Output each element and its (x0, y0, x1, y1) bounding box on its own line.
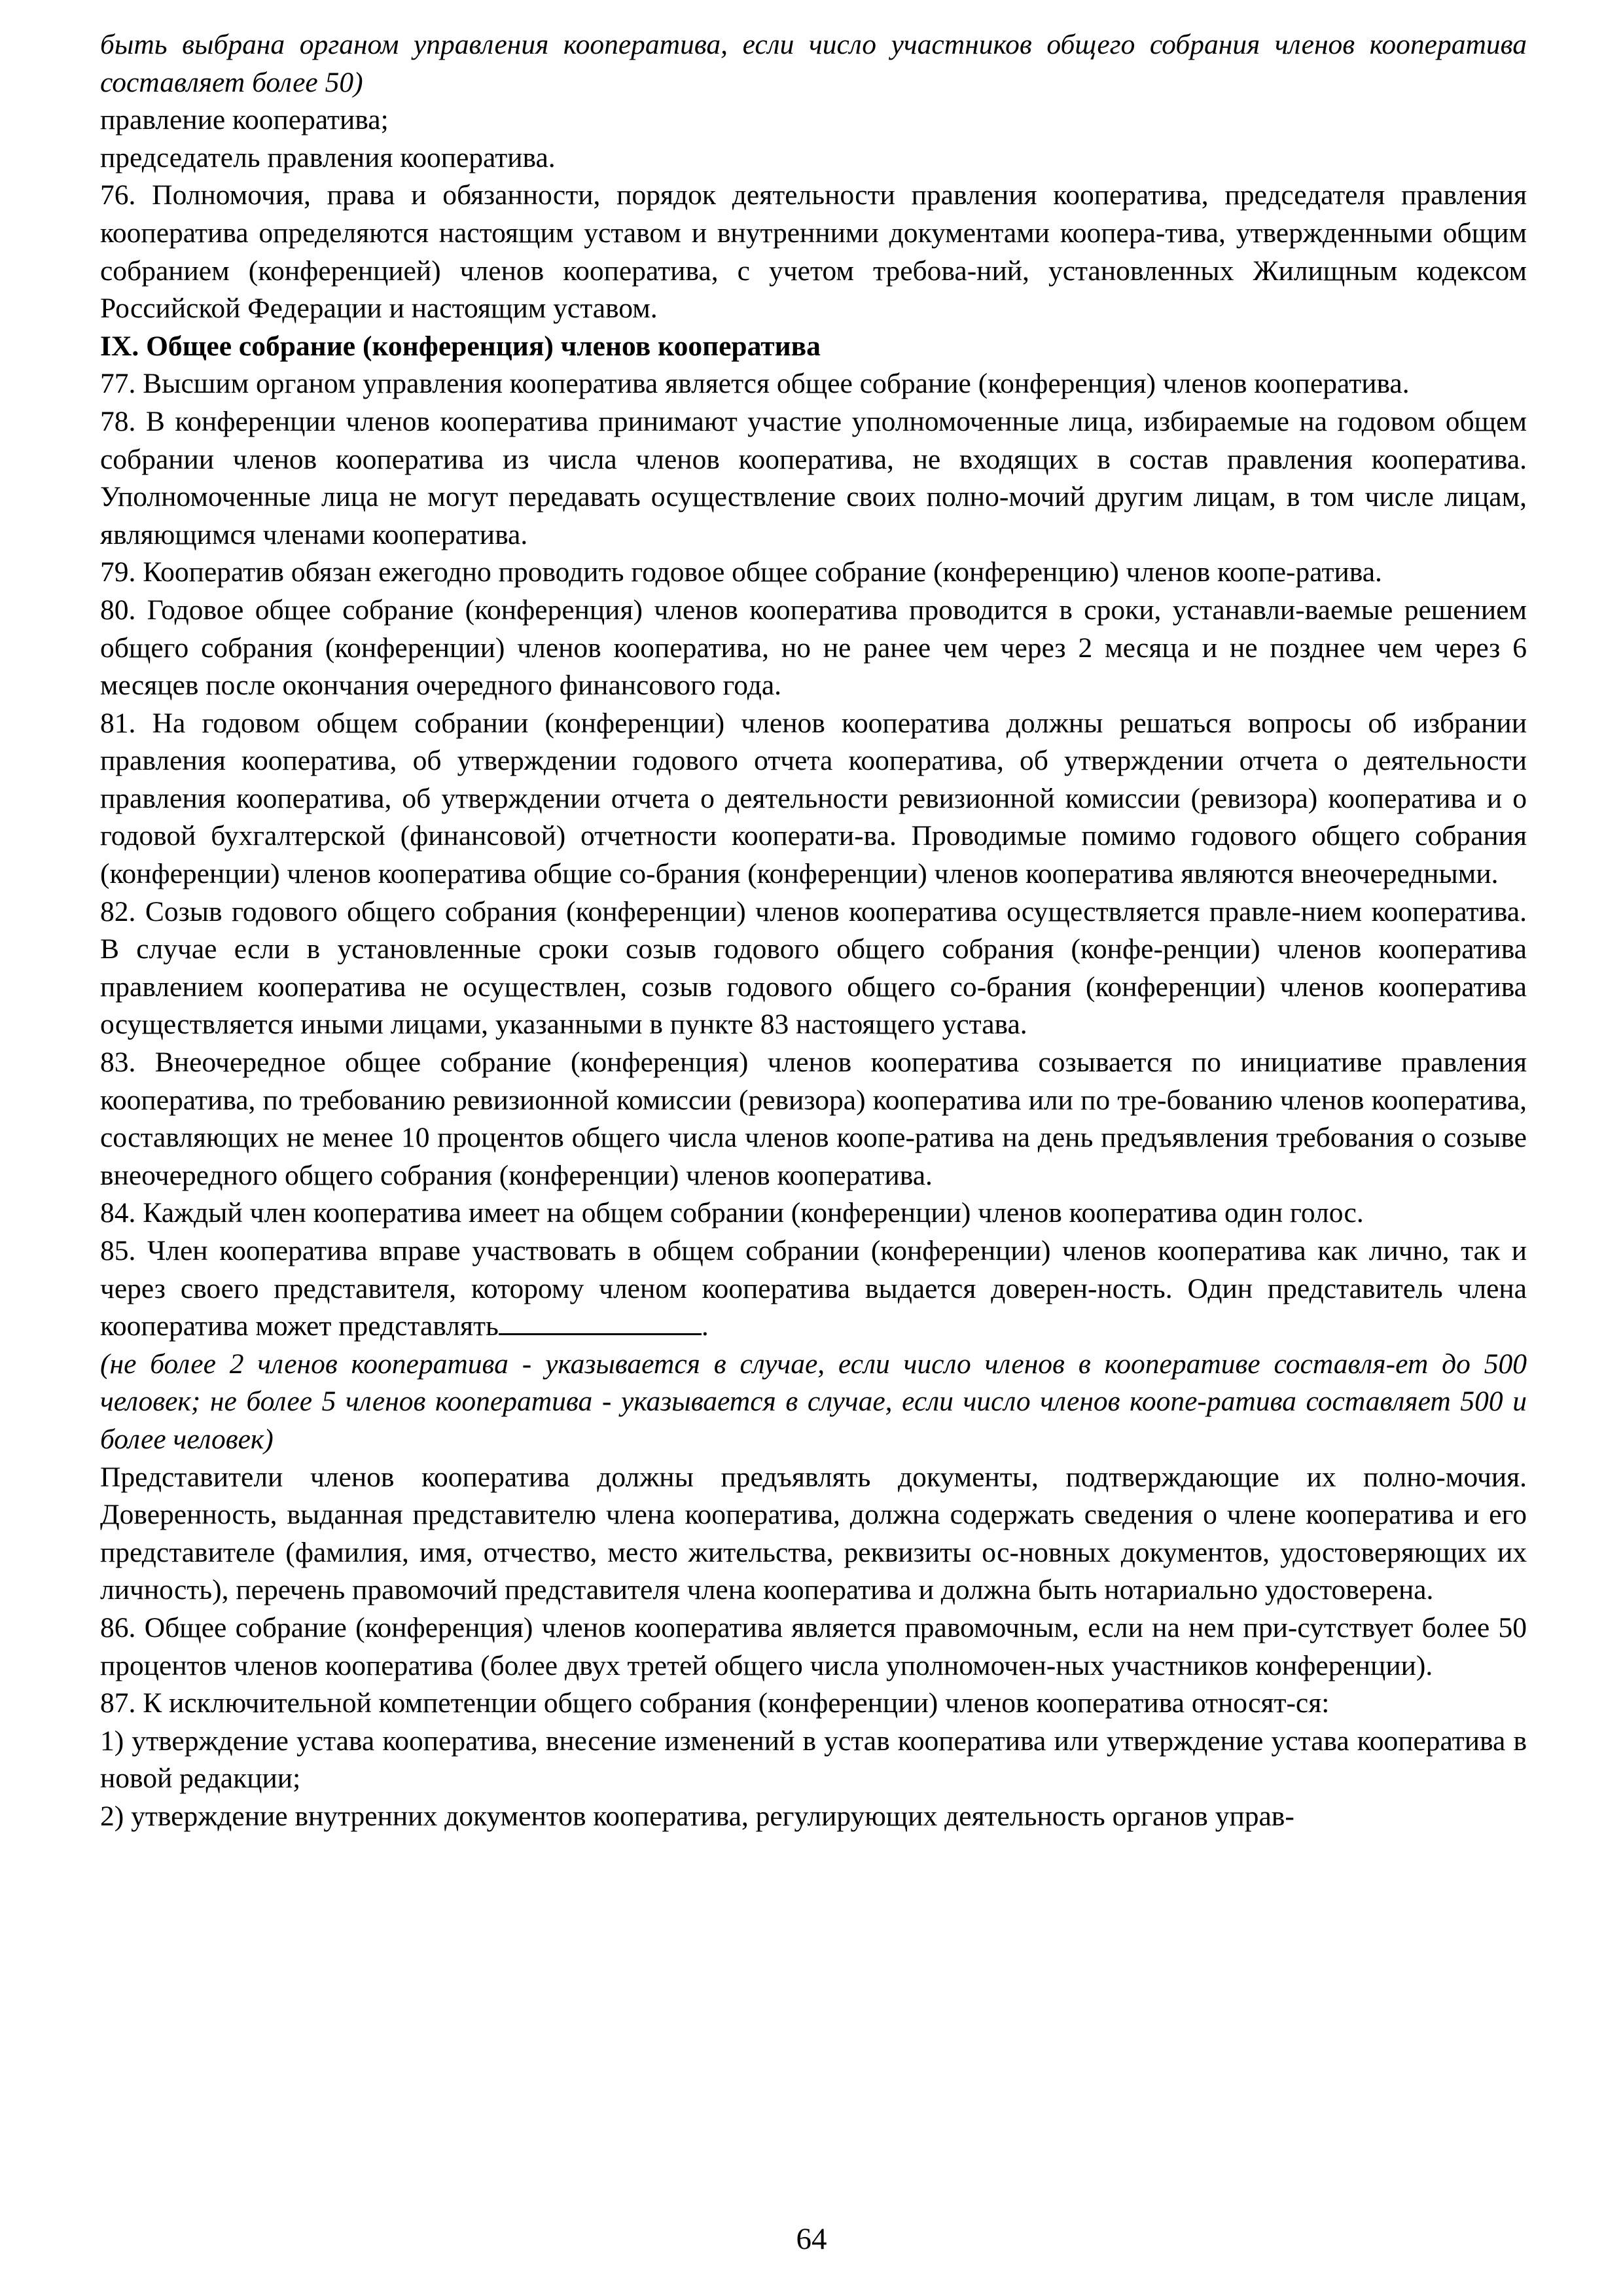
paragraph-86: 86. Общее собрание (конференция) членов кооператива является правомочным, если на нем при-сутствует более 50 процентов членов кооператива (более двух третей общего числа уполномочен-ных участников конференции). (100, 1611, 1527, 1681)
paragraph-85 (100, 1232, 1527, 1346)
paragraph-83: 83. Внеочередное общее собрание (конференция) членов кооператива созывается по инициативе правления кооператива, по требованию ревизионной комиссии (ревизора) кооператива или по тре-бованию членов кооператива, составляющих не менее 10 процентов общего числа членов коопе-ратива на день предъявления требования о созыве внеочередного общего собрания (конференции) членов кооператива. (100, 1047, 1527, 1191)
paragraph-84: 84. Каждый член кооператива имеет на общем собрании (конференции) членов кооператива один голос. (100, 1197, 1364, 1229)
paragraph-representatives: Представители членов кооператива должны предъявлять документы, подтверждающие их полно-мочия. Доверенность, выданная представителю члена кооператива, должна содержать сведения о члене кооператива и его представителе (фамилия, имя, отчество, место жительства, реквизиты ос-новных документов, удостоверяющих их личность), перечень правомочий представителя члена кооператива и должна быть нотариально удостоверена. (100, 1461, 1527, 1606)
paragraph-77: 77. Высшим органом управления кооператива является общее собрание (конференция) членов кооператива. (100, 368, 1410, 400)
paragraph-board-item: правление кооператива; (100, 104, 389, 136)
document-page (100, 26, 1527, 1836)
paragraph-85-text: 85. Член кооператива вправе участвовать в общем собрании (конференции) членов кооператива как лично, так и через своего представителя, которому членом кооператива выдается доверен-ность. Один представитель члена кооператива может представлять (100, 1235, 1527, 1342)
paragraph-79: 79. Кооператив обязан ежегодно проводить годовое общее собрание (конференцию) членов коопе-ратива. (100, 556, 1382, 588)
list-item-1: 1) утверждение устава кооператива, внесение изменений в устав кооператива или утверждение устава кооператива в новой редакции; (100, 1725, 1527, 1795)
paragraph-80: 80. Годовое общее собрание (конференция) членов кооператива проводится в сроки, устанавли-ваемые решением общего собрания (конференции) членов кооператива, но не ранее чем через 2 месяца и не позднее чем через 6 месяцев после окончания очередного финансового года. (100, 594, 1527, 702)
paragraph-87: 87. К исключительной компетенции общего собрания (конференции) членов кооператива относят-ся: (100, 1687, 1330, 1719)
paragraph-76: 76. Полномочия, права и обязанности, порядок деятельности правления кооператива, председателя правления кооператива определяются настоящим уставом и внутренними документами коопера-тива, утвержденными общим собранием (конференцией) членов кооператива, с учетом требова-ний, установленных Жилищным кодексом Российской Федерации и настоящим уставом. (100, 179, 1527, 325)
fill-in-blank[interactable] (499, 1311, 702, 1335)
paragraph-85-suffix: . (701, 1310, 709, 1342)
paragraph-78: 78. В конференции членов кооператива принимают участие уполномоченные лица, избираемые на годовом общем собрании членов кооператива из числа членов кооператива, не входящих в состав правления кооператива. Уполномоченные лица не могут передавать осуществление своих полно-мочий другим лицам, в том числе лицам, являющимся членами кооператива. (100, 405, 1527, 550)
paragraph-italic-note-representatives: (не более 2 членов кооператива - указывается в случае, если число членов в кооперативе составля-ет до 500 человек; не более 5 членов кооператива - указывается в случае, если число членов коопе-ратива составляет 500 и более человек) (100, 1348, 1527, 1455)
paragraph-chairman-item: председатель правления кооператива. (100, 141, 556, 173)
paragraph-italic-note: быть выбрана органом управления кооператива, если число участников общего собрания членов кооператива составляет более 50) (100, 29, 1527, 98)
paragraph-82: 82. Созыв годового общего собрания (конференции) членов кооператива осуществляется правле-нием кооператива. В случае если в установленные сроки созыв годового общего собрания (конфе-ренции) членов кооператива правлением кооператива не осуществлен, созыв годового общего со-брания (конференции) членов кооператива осуществляется иными лицами, указанными в пункте 83 настоящего устава. (100, 895, 1527, 1041)
paragraph-81: 81. На годовом общем собрании (конференции) членов кооператива должны решаться вопросы об избрании правления кооператива, об утверждении годового отчета кооператива, об утверждении отчета о деятельности правления кооператива, об утверждении отчета о деятельности ревизионной комиссии (ревизора) кооператива и о годовой бухгалтерской (финансовой) отчетности кооперати-ва. Проводимые помимо годового общего собрания (конференции) членов кооператива общие со-брания (конференции) членов кооператива являются внеочередными. (100, 707, 1527, 890)
list-item-2: 2) утверждение внутренних документов кооператива, регулирующих деятельность органов управ- (100, 1800, 1294, 1832)
section-heading-ix: IX. Общее собрание (конференция) членов кооператива (100, 330, 821, 362)
page-number: 64 (796, 2222, 827, 2256)
